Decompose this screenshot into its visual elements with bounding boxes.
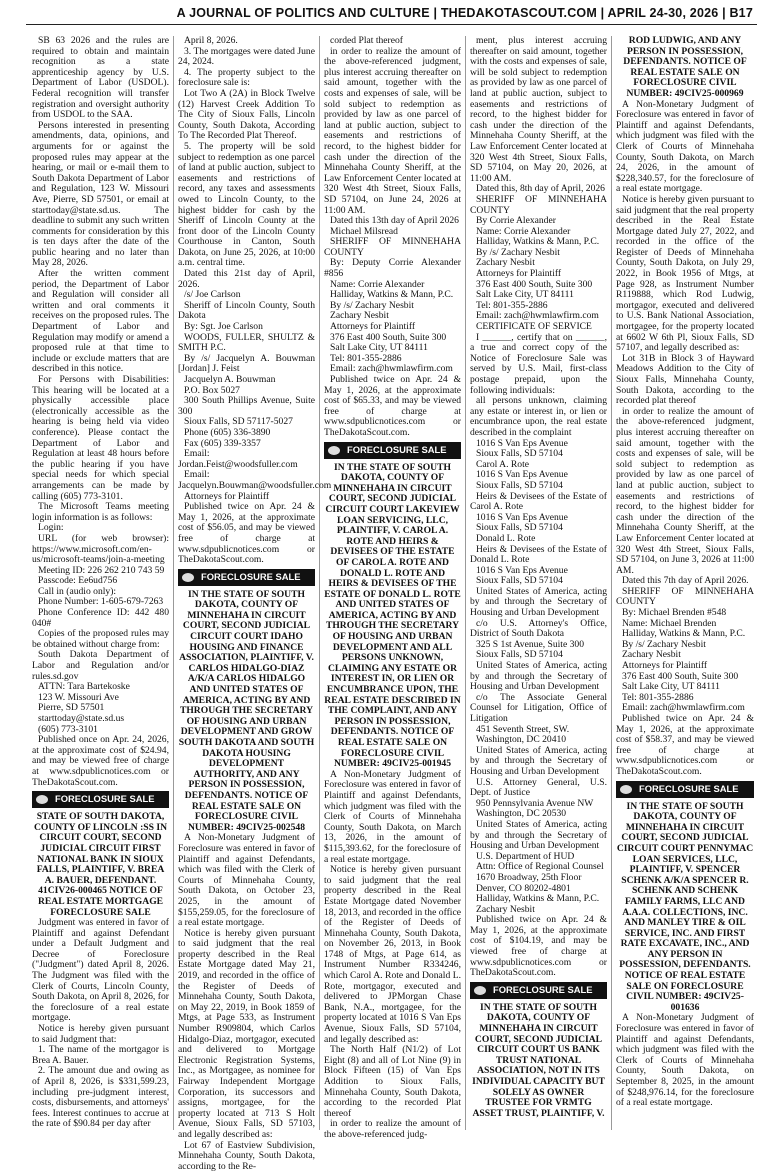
notice-paragraph: By /s/ Zachary Nesbit (476, 246, 560, 258)
notice-columns (28, 35, 758, 1172)
column-2 (174, 35, 332, 1172)
notice-paragraph: Michael Milsread (330, 225, 398, 237)
notice-paragraph: Call in (audio only): (38, 585, 117, 597)
notice-paragraph: Sioux Falls, SD 57117-5027 (184, 416, 293, 428)
notice-paragraph: Login: (38, 522, 64, 534)
notice-paragraph: Lot 67 of Eastview Subdivision, Minnehaha County, South Dakota, according to the Re- (178, 1139, 315, 1172)
column-4 (466, 36, 612, 1130)
notice-logo-icon (324, 442, 344, 459)
notice-paragraph: Tel: 801-355-2886 (476, 299, 548, 311)
notice-paragraph: By Corrie Alexander (476, 215, 556, 227)
section-badge (616, 781, 754, 798)
notice-paragraph: Sheriff of Lincoln County, South Dakota (178, 299, 315, 322)
notice-paragraph: c/o U.S. Attorney's Office, District of South Dakota (470, 617, 607, 640)
notice-paragraph: URL (for web browser): https://www.microsoft.com/en-us/microsoft-teams/join-a-meeting (32, 532, 169, 566)
section-badge (470, 982, 607, 999)
notice-paragraph: The Microsoft Teams meeting login information is as follows: (32, 501, 169, 523)
notice-paragraph: 325 S 1st Avenue, Suite 300 (476, 638, 585, 650)
notice-paragraph: Halliday, Watkins & Mann, P.C. (622, 628, 746, 640)
notice-paragraph: A Non-Monetary Judgment of Foreclosure was entered in favor of Plaintiff and against Defendants, which judgment was filed with the Clerk of Courts of Minnehaha County, South Dakota, on September 8, 2025, in the amount of $248,976.14, for the foreclosure of a real estate mortgage. (616, 1012, 754, 1109)
notice-paragraph: Jacquelyn A. Bouwman (184, 374, 276, 385)
notice-paragraph: all persons unknown, claiming any estate or interest in, or lien or encumbrance upon, the real estate described in the complaint (470, 395, 607, 438)
notice-paragraph: Zachary Nesbit (330, 310, 389, 322)
notice-paragraph: United States of America, acting by and through the Secretary of Housing and Urban Development (470, 585, 607, 619)
section-badge-label: FORECLOSURE SALE (201, 570, 301, 582)
notice-paragraph: SHERIFF OF MINNEHAHA COUNTY (470, 193, 607, 216)
section-badge-label: FORECLOSURE SALE (55, 793, 155, 805)
notice-paragraph: Published twice on Apr. 24 & May 1, 2026, at the approximate cost of $58.37, and may be viewed free of charge at www.sdpublicnotices.com or TheDakotaScout.com. (616, 713, 754, 777)
notice-paragraph: 4. The property subject to the foreclosure sale is: (178, 66, 315, 89)
notice-paragraph: Halliday, Watkins & Mann, P.C. (476, 236, 600, 248)
notice-paragraph: Phone Number: 1-605-679-7263 (38, 596, 164, 608)
notice-paragraph: Email: Jordan.Feist@woodsfuller.com (178, 448, 298, 470)
notice-paragraph: A Non-Monetary Judgment of Foreclosure was entered in favor of Plaintiff and against Defendants, which judgment was filed with the Clerk of Courts of Minnehaha County, South Dakota, on March 13, 2026, in the amount of $115,393.62, for the foreclosure of a real estate mortgage. (324, 768, 461, 865)
notice-paragraph: I ______, certify that on ______, a true and correct copy of the Notice of Foreclosure Sale was served by U.S. Mail, first-class postage prepaid, upon the following individuals: (470, 331, 607, 396)
notice-paragraph: Sioux Falls, SD 57104 (476, 649, 563, 661)
notice-paragraph: Donald L. Rote (476, 532, 536, 544)
notice-paragraph: in order to realize the amount of the above-referenced judgment, plus interest accruing thereafter on said amount, together with the costs and expenses of sale, will be sold subject to redemption as provided by law as one parcel of land at public auction, subject to easements and restrictions of record, to the highest bidder for cash under the direction of the Minnehaha County Sheriff, at the Law Enforcement Center located at 320 West 4th Street, Sioux Falls, SD 57104, on June 3, 2026 at 11:00 AM. (616, 405, 754, 576)
notice-paragraph: By /s/ Jacquelyn A. Bouwman [Jordan] J. Feist (178, 352, 315, 375)
notice-paragraph: Salt Lake City, UT 84111 (330, 342, 428, 354)
column-1 (28, 36, 174, 1130)
notice-paragraph: United States of America, acting by and through the Secretary of Housing and Urban Development (470, 660, 607, 693)
notice-paragraph: in order to realize the amount of the above-referenced judg- (324, 1118, 461, 1140)
case-caption: IN THE STATE OF SOUTH DAKOTA, COUNTY OF MINNEHAHA IN CIRCUIT COURT, SECOND JUDICIAL CIRCUIT COURT PENNYMAC LOAN SERVICES, LLC, PLAINTIFF, V. SPENCER SCHENK A/K/A SPENCER R. SCHENK AND SCHENK FAMILY FARMS, LLC AND A.A.A. COLLECTIONS, INC. AND MANLEY TIRE & OIL SERVICE, INC. AND FIRST RATE EXCAVATE, INC., AND ANY PERSON IN POSSESSION, DEFENDANTS. NOTICE OF REAL ESTATE SALE ON FORECLOSURE CIVIL NUMBER: 49CIV25-001636 (616, 800, 754, 1013)
notice-paragraph: Phone Conference ID: 442 480 040# (32, 607, 169, 629)
notice-paragraph: Zachary Nesbit (476, 257, 535, 269)
notice-paragraph: Denver, CO 80202-4801 (476, 882, 571, 894)
notice-paragraph: For Persons with Disabilities: This hearing will be located at a physically accessible place (electronically accessible as the hearing is being held via video conference). Please contact the Department of Labor and Regulation at least 48 hours before the public hearing if you have special needs for which special arrangements can be made by calling (605) 773-3101. (32, 374, 169, 502)
notice-paragraph: 1016 S Van Eps Avenue (476, 469, 568, 481)
notice-paragraph: Judgment was entered in favor of Plaintiff and against Defendant under a Default Judgment and Decree of Foreclosure ("Judgment") dated April 8, 2026. The Judgment was filed with the Clerk of Courts, Lincoln County, South Dakota, on April 8, 2026, for the foreclosure of a real estate mortgage. (32, 917, 169, 1024)
notice-paragraph: Email: Jacquelyn.Bouwman@woodsfuller.com (178, 469, 332, 491)
notice-paragraph: Salt Lake City, UT 84111 (476, 289, 574, 301)
notice-paragraph: SHERIFF OF MINNEHAHA COUNTY (616, 585, 754, 608)
notice-paragraph: (605) 773-3101 (38, 723, 98, 735)
notice-paragraph: Dated this, 8th day of April, 2026 (476, 183, 605, 195)
notice-paragraph: Published twice on Apr. 24 & May 1, 2026, at the approximate cost of $104.19, and may be viewed free of charge at www.sdpublicnotices.com or TheDakotaScout.com. (470, 914, 607, 979)
notice-paragraph: United States of America, acting by and through the Secretary of Housing and Urban Development (470, 818, 607, 852)
notice-paragraph: Sioux Falls, SD 57104 (476, 575, 563, 587)
notice-paragraph: Attorneys for Plaintiff (622, 660, 708, 672)
header-rule (26, 24, 757, 25)
notice-paragraph: Heirs & Devisees of the Estate of Donald L. Rote (470, 543, 607, 566)
notice-paragraph: 1016 S Van Eps Avenue (476, 511, 568, 523)
notice-paragraph: Email: zach@hwmlawfirm.com (622, 702, 745, 714)
notice-paragraph: Dated this 21st day of April, 2026. (178, 268, 315, 290)
notice-paragraph: Name: Corrie Alexander (330, 278, 425, 290)
notice-paragraph: Pierre, SD 57501 (38, 702, 105, 714)
notice-paragraph: Published twice on Apr. 24 & May 1, 2026, at the approximate cost of $56.05, and may be viewed free of charge at www.sdpublicnotices.com or TheDakotaScout.com. (178, 501, 315, 566)
notice-paragraph: 1. The name of the mortgagor is Brea A. Bauer. (32, 1044, 169, 1066)
notice-paragraph: Sioux Falls, SD 57104 (476, 522, 563, 534)
notice-paragraph: Attn: Office of Regional Counsel (476, 861, 604, 873)
notice-paragraph: A Non-Monetary Judgment of Foreclosure was entered in favor of Plaintiff and against Defendants, which was filed with the Clerk of Courts of Minnehaha County, South Dakota, on October 23, 2025, in the amount of $155,259.05, for the foreclosure of a real estate mortgage. (178, 832, 315, 929)
notice-paragraph: Tel: 801-355-2886 (330, 352, 402, 364)
notice-paragraph: 123 W. Missouri Ave (38, 691, 119, 703)
notice-paragraph: Attorneys for Plaintiff (330, 321, 416, 333)
notice-paragraph: Published once on Apr. 24, 2026, at the approximate cost of $24.94, and may be viewed free of charge at www.sdpublicnotices.com or TheDakotaScout.com. (32, 734, 169, 788)
notice-paragraph: 451 Seventh Street, SW. (476, 723, 570, 735)
notice-paragraph: Carol A. Rote (476, 458, 530, 470)
notice-paragraph: 376 East 400 South, Suite 300 (622, 670, 739, 682)
notice-paragraph: Notice is hereby given pursuant to said judgment that the real property described in the Real Estate Mortgage dated November 18, 2013, and recorded in the office of the Register of Deeds of Minnehaha County, South Dakota, on November 26, 2013, in Book 1748 of Mtgs, at Page 614, as Instrument Number R334246, which Carol A. Rote and Donald L. Rote, mortgagor, executed and delivered to JPMorgan Chase Bank, N.A., mortgagee, for the property located at 1016 S Van Eps Avenue, Sioux Falls, SD 57104, and legally described as: (324, 864, 461, 1045)
notice-paragraph: Attorneys for Plaintiff (476, 268, 562, 280)
notice-paragraph: The North Half (N1/2) of Lot Eight (8) and all of Lot Nine (9) in Block Fifteen (15) of Van Eps Addition to Sioux Falls, Minnehaha County, South Dakota, according to the recorded Plat thereof (324, 1044, 461, 1119)
column-3 (320, 35, 466, 1140)
notice-paragraph: Zachary Nesbit (476, 903, 535, 915)
notice-paragraph: Halliday, Watkins & Mann, P.C. (330, 289, 454, 301)
notice-paragraph: U.S. Attorney General, U.S. Dept. of Justice (470, 776, 607, 799)
notice-logo-icon (32, 791, 52, 808)
notice-paragraph: Copies of the proposed rules may be obtained without charge from: (32, 628, 169, 650)
section-badge-label: FORECLOSURE SALE (347, 443, 447, 455)
notice-paragraph: Name: Michael Brenden (622, 617, 717, 629)
notice-paragraph: 376 East 400 South, Suite 300 (330, 331, 447, 343)
notice-paragraph: Passcode: Ee6ud756 (38, 575, 118, 587)
notice-paragraph: April 8, 2026. (184, 35, 238, 46)
page-header (0, 0, 765, 30)
notice-paragraph: Notice is hereby given pursuant to said judgment that the real property described in the Real Estate Mortgage dated July 27, 2022, and recorded in the office of the Register of Deeds of Minnehaha County, South Dakota, on July 29, 2022, in Book 1956 of Mtgs, at Page 928, as Instrument Number R119888, which Rod Ludwig, mortgagor, executed and delivered to U.S. Bank National Association, mortgagee, for the property located at 6602 W 6th Pl, Sioux Falls, SD 57107, and legally described as: (616, 193, 754, 354)
notice-logo-icon (616, 781, 636, 798)
notice-paragraph: Dated this 13th day of April 2026 (330, 215, 459, 227)
notice-paragraph: Lot Two A (2A) in Block Twelve (12) Harvest Creek Addition To The City of Sioux Falls, Lincoln County, South Dakota, According To The Recorded Plat Thereof. (178, 87, 315, 142)
notice-paragraph: Washington, DC 20410 (476, 734, 567, 746)
notice-paragraph: Sioux Falls, SD 57104 (476, 479, 563, 491)
section-badge-label: FORECLOSURE SALE (493, 984, 593, 996)
notice-paragraph: P.O. Box 5027 (184, 384, 240, 396)
notice-paragraph: c/o The Associate General Counsel for Litigation, Office of Litigation (470, 691, 607, 724)
notice-paragraph: Halliday, Watkins & Mann, P.C. (476, 893, 600, 905)
case-caption: IN THE STATE OF SOUTH DAKOTA, COUNTY OF MINNEHAHA IN CIRCUIT COURT, SECOND JUDICIAL CIRCUIT COURT LAKEVIEW LOAN SERVICING, LLC, PLAINTIFF, V. CAROL A. ROTE AND HEIRS & DEVISEES OF THE ESTATE OF CAROL A. ROTE AND DONALD L. ROTE AND HEIRS & DEVISEES OF THE ESTATE OF DONALD L. ROTE AND UNITED STATES OF AMERICA, ACTING BY AND THROUGH THE SECRETARY OF HOUSING AND URBAN DEVELOPMENT AND ALL PERSONS UNKNOWN, CLAIMING ANY ESTATE OR INTEREST IN, OR LIEN OR ENCUMBRANCE UPON, THE REAL ESTATE DESCRIBED IN THE COMPLAINT, AND ANY PERSON IN POSSESSION, DEFENDANTS. NOTICE OF REAL ESTATE SALE ON FORECLOSURE CIVIL NUMBER: 49CIV25-001945 (324, 461, 461, 770)
notice-paragraph: Email: zach@hwmlawfirm.com (476, 310, 599, 322)
notice-paragraph: Tel: 801-355-2886 (622, 691, 694, 703)
notice-paragraph: 5. The property will be sold subject to redemption as one parcel of land at public auction, subject to easements and restrictions of record, any taxes and assessments owed to Lincoln County, to the highest bidder for cash by the Sheriff of Lincoln County at the front door of the Lincoln County Courthouse in Canton, South Dakota, on June 25, 2026, at 10:00 a.m. central time. (178, 140, 315, 269)
notice-paragraph: CERTIFICATE OF SERVICE (476, 321, 592, 333)
notice-paragraph: By: Michael Brenden #548 (622, 607, 727, 619)
notice-paragraph: 3. The mortgages were dated June 24, 2024. (178, 45, 315, 68)
notice-paragraph: Notice is hereby given pursuant to said Judgment that: (32, 1023, 169, 1045)
notice-paragraph: 1016 S Van Eps Avenue (476, 564, 568, 576)
notice-logo-icon (178, 569, 198, 586)
notice-paragraph: SHERIFF OF MINNEHAHA COUNTY (324, 236, 461, 258)
notice-paragraph: Attorneys for Plaintiff (184, 490, 270, 502)
notice-paragraph: WOODS, FULLER, SHULTZ & SMITH P.C. (178, 331, 315, 354)
notice-paragraph: 2. The amount due and owing as of April 8, 2026, is $331,599.23, including pre-judgment interest, costs, disbursements, and attorneys' fees. Interest continues to accrue at the rate of $90.84 per day after (32, 1065, 169, 1130)
notice-logo-icon (470, 982, 490, 999)
section-badge-label: FORECLOSURE SALE (639, 782, 739, 794)
notice-paragraph: By: Deputy Corrie Alexander #856 (324, 257, 461, 280)
notice-paragraph: Published twice on Apr. 24 & May 1, 2026, at the approximate cost of $65.33, and may be viewed free of charge at www.sdpublicnotices.com or TheDakotaScout.com. (324, 374, 461, 438)
notice-paragraph: starttoday@state.sd.us (38, 713, 125, 724)
notice-paragraph: SB 63 2026 and the rules are required to obtain and maintain recognition as a state apprenticeship agency by U.S. Department of Labor (USDOL). Federal recognition will transfer registration and oversight authority from USDOL to the SAA. (32, 35, 169, 121)
case-caption: IN THE STATE OF SOUTH DAKOTA, COUNTY OF MINNEHAHA IN CIRCUIT COURT, SECOND JUDICIAL CIRCUIT COURT US BANK TRUST NATIONAL ASSOCIATION, NOT IN ITS INDIVIDUAL CAPACITY BUT SOLELY AS OWNER TRUSTEE FOR VRMTG ASSET TRUST, PLAINTIFF, V. (472, 1001, 605, 1119)
notice-paragraph: Heirs & Devisees of the Estate of Carol A. Rote (470, 490, 607, 513)
notice-paragraph: in order to realize the amount of the above-referenced judgment, plus interest accruing thereafter on said amount, together with the costs and expenses of sale, will be sold subject to redemption as provided by law as one parcel of land at public auction, subject to easements and restrictions of record, to the highest bidder for cash under the direction of the Minnehaha County Sheriff, at the Law Enforcement Center located at 320 West 4th Street, Sioux Falls, SD 57104, on June 24, 2026 at 11:00 AM. (324, 45, 461, 216)
notice-paragraph: A Non-Monetary Judgment of Foreclosure was entered in favor of Plaintiff and against Defendants, which judgment was filed with the Clerk of Courts of Minnehaha County, South Dakota, on March 24, 2026, in the amount of $228,340.57, for the foreclosure of a real estate mortgage. (616, 98, 754, 195)
notice-paragraph: 950 Pennsylvania Avenue NW (476, 797, 594, 809)
column-5 (612, 36, 758, 1130)
notice-paragraph: Persons interested in presenting amendments, data, opinions, and arguments for or against the proposed rules may appear at the hearing, or mail or e-mail them to South Dakota Department of Labor and Regulation, 123 W. Missouri Ave, Pierre, SD 57501, or email at starttoday@state.sd.us. The deadline to submit any such written comments for consideration by this is ten days after the date of the public hearing and no later than May 28, 2026. (32, 119, 169, 269)
section-badge (32, 791, 169, 808)
notice-paragraph: Meeting ID: 226 262 210 743 59 (38, 564, 165, 576)
notice-paragraph: By: Sgt. Joe Carlson (184, 321, 263, 333)
notice-paragraph: 1016 S Van Eps Avenue (476, 437, 568, 449)
notice-paragraph: /s/ Joe Carlson (184, 289, 241, 301)
notice-paragraph: Sioux Falls, SD 57104 (476, 448, 563, 460)
notice-paragraph: U.S. Department of HUD (476, 850, 575, 862)
notice-paragraph: 1670 Broadway, 25th Floor (476, 871, 582, 883)
notice-paragraph: South Dakota Department of Labor and Regulation and/or rules.sd.gov (32, 649, 169, 682)
notice-paragraph: By /s/ Zachary Nesbit (330, 299, 414, 311)
case-caption: ROD LUDWIG, AND ANY PERSON IN POSSESSION, DEFENDANTS. NOTICE OF REAL ESTATE SALE ON FORECLOSURE CIVIL NUMBER: 49CIV25-000969 (623, 35, 747, 99)
notice-paragraph: Email: zach@hwmlawfirm.com (330, 363, 453, 375)
notice-paragraph: Salt Lake City, UT 84111 (622, 681, 720, 693)
notice-paragraph: Name: Corrie Alexander (476, 225, 571, 237)
notice-paragraph: Fax (605) 339-3357 (184, 437, 261, 449)
notice-paragraph: 376 East 400 South, Suite 300 (476, 278, 593, 290)
notice-paragraph: 300 South Phillips Avenue, Suite 300 (178, 395, 315, 417)
section-badge (324, 442, 461, 459)
notice-paragraph: Washington, DC 20530 (476, 808, 567, 820)
notice-paragraph: corded Plat thereof (330, 35, 403, 46)
notice-paragraph: By /s/ Zachary Nesbit (622, 638, 706, 650)
case-caption: IN THE STATE OF SOUTH DAKOTA, COUNTY OF MINNEHAHA IN CIRCUIT COURT, SECOND JUDICIAL CIRCUIT COURT IDAHO HOUSING AND FINANCE ASSOCIATION, PLAINTIFF, V. CARLOS HIDALGO-DIAZ A/K/A CARLOS HIDALGO AND UNITED STATES OF AMERICA, ACTING BY AND THROUGH THE SECRETARY OF HOUSING AND URBAN DEVELOPMENT AND GROW SOUTH DAKOTA AND SOUTH DAKOTA HOUSING DEVELOPMENT AUTHORITY, AND ANY PERSON IN POSSESSION, DEFENDANTS. NOTICE OF REAL ESTATE SALE ON FORECLOSURE CIVIL NUMBER: 49CIV25-002548 (178, 588, 315, 833)
notice-paragraph: United States of America, acting by and through the Secretary of Housing and Urban Development (470, 744, 607, 777)
notice-paragraph: Notice is hereby given pursuant to said judgment that the real property described in the Real Estate Mortgage dated May 21, 2019, and recorded in the office of the Register of Deeds of Minnehaha County, South Dakota, on May 22, 2019, in Book 1859 of Mtgs, at Page 533, as Instrument Number R909804, which Carlos Hidalgo-Diaz, mortgagor, executed and delivered to Mortgage Electronic Registration Systems, Inc., as Mortgagee, as nominee for Fairway Independent Mortgage Corporation, its successors and assigns, mortgagee, for the property located at 713 S Holt Avenue, Sioux Falls, SD 57103, and legally described as: (178, 927, 315, 1140)
running-header: A JOURNAL OF POLITICS AND CULTURE | THEDAKOTASCOUT.COM | APRIL 24-30, 2026 | B17 (176, 6, 753, 20)
notice-paragraph: Zachary Nesbit (622, 649, 681, 661)
notice-paragraph: ATTN: Tara Bartekoske (38, 681, 130, 693)
notice-paragraph: Lot 31B in Block 3 of Hayward Meadows Addition to the City of Sioux Falls, Minnehaha County, South Dakota, according to the recorded plat thereof (616, 352, 754, 407)
notice-paragraph: After the written comment period, the Department of Labor and Regulation will consider all written and oral comments it receives on the proposed rules. The Department of Labor and Regulation may modify or amend a proposed rule at that time to include or exclude matters that are described in this notice. (32, 268, 169, 375)
case-caption: STATE OF SOUTH DAKOTA, COUNTY OF LINCOLN :SS IN CIRCUIT COURT, SECOND JUDICIAL CIRCUIT FIRST NATIONAL BANK IN SIOUX FALLS, PLAINTIFF, V. BREA A. BAUER, DEFENDANT. 41CIV26-000465 NOTICE OF REAL ESTATE MORTGAGE FORECLOSURE SALE (33, 811, 168, 918)
notice-paragraph: Phone (605) 336-3890 (184, 426, 271, 438)
notice-paragraph: ment, plus interest accruing thereafter on said amount, together with the costs and expenses of sale, will be sold subject to redemption as provided by law as one parcel of land at public auction, subject to easements and restrictions of record, to the highest bidder for cash under the direction of the Minnehaha County Sheriff, at the Law Enforcement Center located at 320 West 4th Street, Sioux Falls, SD 57104, on May 20, 2026, at 11:00 AM. (470, 35, 607, 184)
section-badge (178, 569, 315, 586)
notice-paragraph: Dated this 7th day of April 2026. (622, 575, 749, 587)
